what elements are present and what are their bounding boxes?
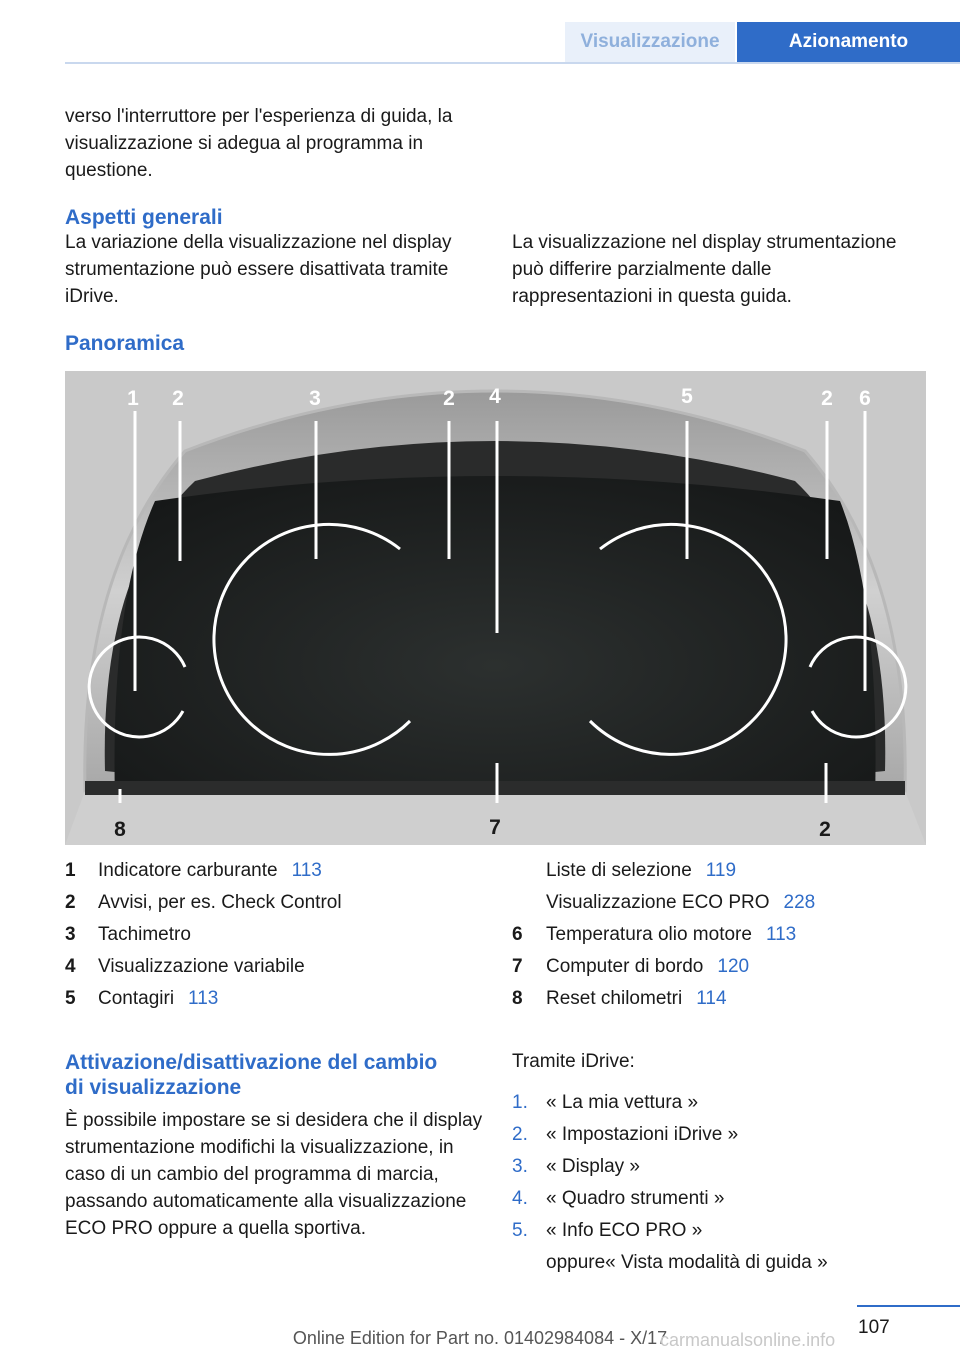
header-divider: [65, 62, 960, 64]
page-number: 107: [858, 1317, 890, 1338]
list-item-alt: oppure« Vista modalità di guida »: [546, 1252, 828, 1273]
callout-3: 3: [309, 387, 321, 410]
page-ref-link[interactable]: 119: [705, 860, 737, 881]
section-title-attivazione: Attivazione/disattivazione del cambio di visualizzazione: [65, 1051, 438, 1099]
callout-2d: 2: [819, 818, 831, 841]
callout-6: 6: [859, 387, 871, 410]
aspetti-generali-text: La variazione della visualizzazione nel display strumentazione può essere disattivata tramite iDrive.: [65, 232, 452, 307]
instrument-cluster-figure: [65, 371, 926, 845]
page-ref-link[interactable]: 113: [188, 988, 219, 1009]
footer-edition: Online Edition for Part no. 01402984084 - X/17: [292, 1328, 668, 1348]
intro-paragraph: verso l'interruttore per l'esperienza di guida, la visualizzazione si adegua al programma in questione.: [65, 106, 453, 181]
tramite-idrive-label: Tramite iDrive:: [512, 1051, 635, 1072]
page-ref-link[interactable]: 113: [291, 860, 322, 881]
callout-2b: 2: [443, 387, 455, 410]
page-ref-link[interactable]: 120: [717, 956, 750, 977]
attivazione-text: È possibile impostare se si desidera che il display strumentazione modifichi la visualizzazione, in caso di un cambio del programma di marcia, passando automaticamente alla visualizzazione ECO PRO oppure a quella sportiva.: [65, 1110, 483, 1239]
callout-2a: 2: [172, 387, 184, 410]
page-ref-link[interactable]: 113: [765, 924, 797, 945]
header-tab-visualizzazione[interactable]: Visualizzazione: [565, 22, 735, 62]
section-title-aspetti-generali: Aspetti generali: [65, 206, 223, 229]
watermark: carmanualsonline.info: [660, 1330, 836, 1350]
callout-1: 1: [127, 387, 139, 410]
display-note-text: La visualizzazione nel display strumentazione può differire parzialmente dalle rappresentazioni in questa guida.: [512, 232, 897, 307]
page-ref-link[interactable]: 228: [783, 892, 816, 913]
header-tab-azionamento[interactable]: Azionamento: [737, 22, 960, 62]
page-number-rule: [857, 1305, 960, 1307]
callout-4: 4: [489, 385, 501, 408]
section-title-panoramica: Panoramica: [65, 332, 185, 355]
callout-5: 5: [681, 385, 693, 408]
callout-8: 8: [114, 818, 126, 841]
callout-7: 7: [489, 816, 501, 839]
callout-2c: 2: [821, 387, 833, 410]
page-ref-link[interactable]: 114: [696, 988, 727, 1009]
